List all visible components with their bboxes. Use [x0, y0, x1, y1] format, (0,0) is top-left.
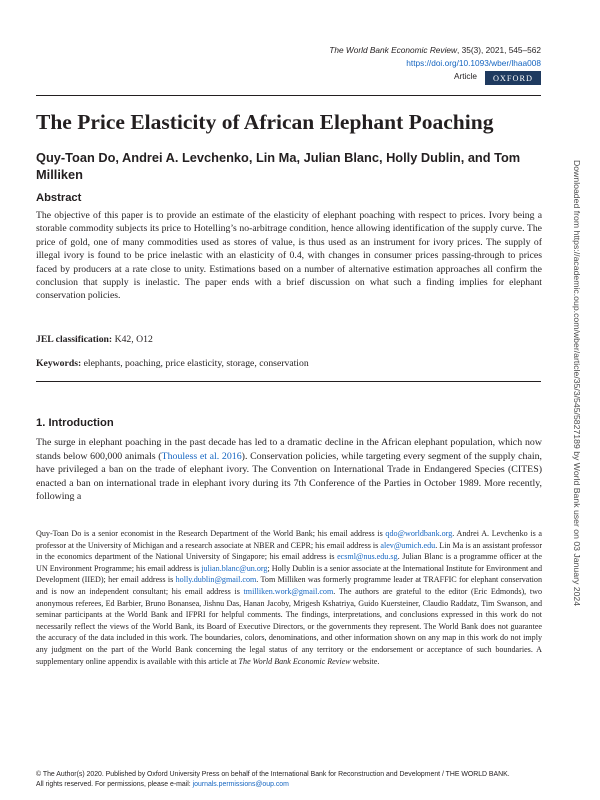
- footnote-text: . Julian Blanc is a programme officer at the UN Environment Programme; his email address is: [36, 552, 542, 573]
- jel-classification: [36, 334, 153, 345]
- email-link-do[interactable]: qdo@worldbank.org: [385, 529, 453, 538]
- footnote-text: . Lin Ma is an assistant professor in the economics department of the National University of Singapore; his email address is: [36, 540, 543, 562]
- intro-text-2: ). Conservation policies, while targeting every segment of the supply chain, have privileged a ban on the trade of elephant ivory. The Convention on International Trade in Endangered Species (CITES) enacted a ban on international trade in elephant ivory during its 7th Conference of the Parties in October 1989. More recently, following a: [36, 450, 542, 503]
- doi-link[interactable]: https://doi.org/10.1093/wber/lhaa008: [406, 58, 541, 68]
- section-heading-introduction: 1. Introduction: [36, 417, 114, 429]
- footnote-text: website.: [350, 656, 380, 666]
- author-footnote: [36, 528, 542, 667]
- author-list: Quy-Toan Do, Andrei A. Levchenko, Lin Ma, Julian Blanc, Holly Dublin, and Tom Milliken: [36, 150, 521, 182]
- journal-name: The World Bank Economic Review: [329, 45, 458, 55]
- footnote-text: . The authors are grateful to the editor (Eric Edmonds), two anonymous referees, Ed Barbier, Bruno Bonansea, Jishnu Das, Hanan Jacoby, Mrigesh Kshatriya, Guido Kuersteiner, Claudio Raddatz, Tim Swanson, and seminar participants at the World Bank and IFPRI for helpful comments. The findings, interpretations, and conclusions expressed in this work do not necessarily reflect the views of the World Bank, its Board of Executive Directors, or the governments they represent. The World Bank does not guarantee the accuracy of the data included in this work. The boundaries, colors, denominations, and other information shown on any map in this work do not imply any judgment on the part of the World Bank concerning the legal status of any territory or the endorsement or acceptance of such boundaries. A supplementary online appendix is available with this article at: [36, 586, 542, 666]
- footnote-text: . Andrei A. Levchenko is a professor at the University of Michigan and a research associate at NBER and CEPR; his email address is: [36, 529, 542, 550]
- footnote-text: ; Holly Dublin is a senior associate at the International Institute for Environment and Development (IIED); her email address is: [36, 563, 542, 585]
- jel-label: JEL classification:: [36, 334, 113, 345]
- introduction-paragraph: [36, 436, 542, 504]
- abstract-heading: Abstract: [36, 192, 82, 204]
- keywords-label: Keywords:: [36, 358, 82, 369]
- permissions-line: [36, 780, 566, 790]
- journal-name-italic: The World Bank Economic Review: [238, 656, 351, 666]
- journal-volume-pages: , 35(3), 2021, 545–562: [457, 45, 541, 55]
- keywords: [36, 358, 309, 369]
- permissions-text: All rights reserved. For permissions, please e-mail:: [36, 781, 193, 788]
- article-type: Article: [453, 71, 477, 81]
- paper-title: The Price Elasticity of African Elephant Poaching: [36, 110, 494, 134]
- jel-codes: K42, O12: [112, 334, 153, 345]
- header-divider: [36, 95, 541, 96]
- abstract-divider: [36, 381, 541, 382]
- keywords-list: elephants, poaching, price elasticity, storage, conservation: [81, 358, 309, 369]
- abstract-body: The objective of this paper is to provide an estimate of the elasticity of elephant poaching with respect to prices. Ivory being a storable commodity subjects its price to Hotelling’s no-arbitrage condition, hence allowing identification of the supply curve. The price of gold, one of many commodities used as stores of value, is thus used as an instrument for ivory prices. The supply of illegal ivory is found to be price inelastic with an elasticity of 0.4, with changes in consumer prices passing-through to prices faced by producers at a rate close to unity. Estimations based on a number of alternative estimation approaches all confirm the conclusion that supply is inelastic. The paper ends with a brief discussion on what such a finding implies for elephant conservation policies.: [36, 210, 542, 302]
- email-link-levchenko[interactable]: alev@umich.edu: [380, 540, 436, 550]
- download-watermark: Downloaded from https://academic.oup.com/wber/article/35/3/545/5827189 by World Bank user on 03 January 2024: [572, 160, 582, 607]
- copyright-line: © The Author(s) 2020. Published by Oxford University Press on behalf of the International Bank for Reconstruction and Development / THE WORLD BANK.: [36, 771, 510, 778]
- permissions-email-link[interactable]: journals.permissions@oup.com: [192, 781, 289, 788]
- citation-link-thouless[interactable]: Thouless et al. 2016: [161, 450, 242, 462]
- email-link-dublin[interactable]: holly.dublin@gmail.com: [175, 575, 257, 585]
- intro-text-1: The surge in elephant poaching in the past decade has led to a dramatic decline in the African elephant population, which now stands below 600,000 animals (: [36, 437, 542, 462]
- copyright-notice: [36, 770, 566, 790]
- email-link-ma[interactable]: ecsml@nus.edu.sg: [337, 552, 398, 562]
- journal-citation: [329, 44, 541, 57]
- email-link-blanc[interactable]: julian.blanc@un.org: [201, 563, 268, 573]
- oxford-logo: OXFORD: [485, 71, 541, 85]
- email-link-milliken[interactable]: tmilliken.work@gmail.com: [243, 586, 334, 596]
- footnote-text: Quy-Toan Do is a senior economist in the Research Department of the World Bank; his email address is: [36, 529, 386, 538]
- footnote-text: . Tom Milliken was formerly programme leader at TRAFFIC for elephant conservation and is now an independent consultant; his email address is: [36, 575, 542, 596]
